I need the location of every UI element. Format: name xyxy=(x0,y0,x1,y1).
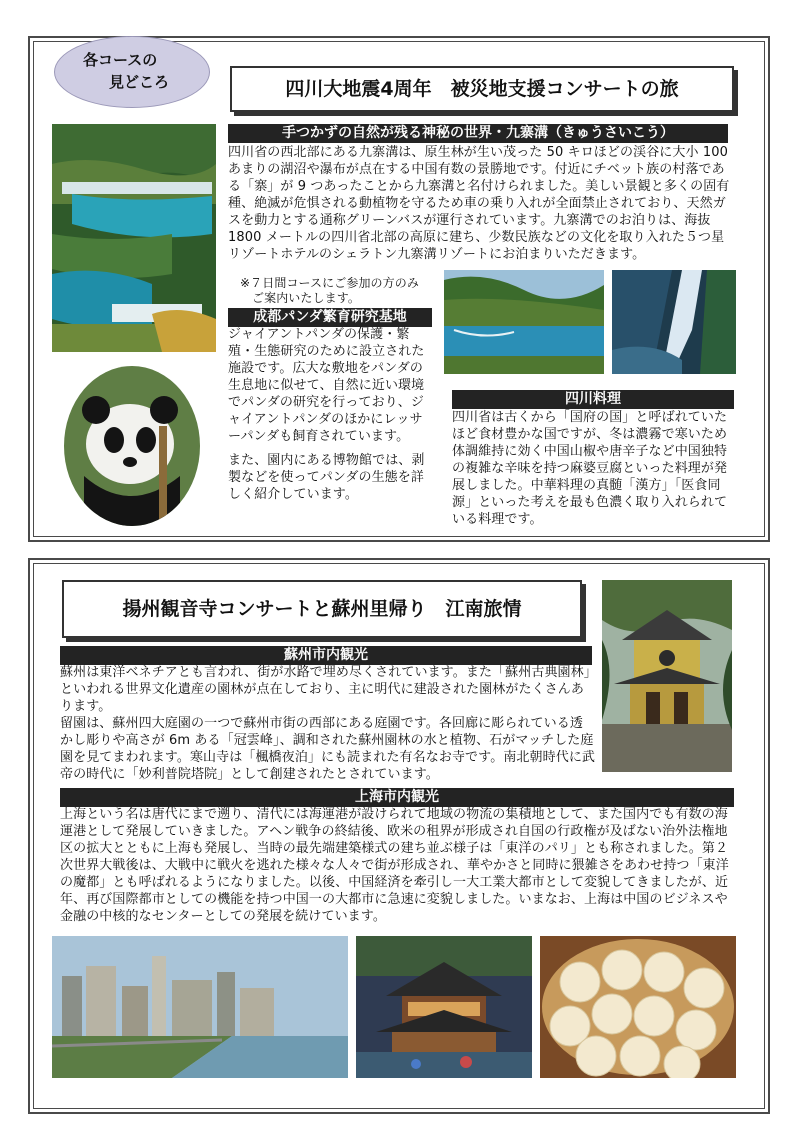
shanghai-text: 上海という名は唐代にまで遡り、清代には海運港が設けられて地域の物流の集積地として、また国内でも有数の海運港として発展していきました。アヘン戦争の終結後、欧米の租界が形成され自国の行政権が及ばない治外法権地区の拡大とともに上海も発展し、当時の最先端建築様式の建ち並ぶ様子は「東洋のパリ」とも称されました。第２次世界大戦後は、大戦中に戦火を逃れた様々な人々で街が形成され、華やかさと同時に猥雑さをあわせ持つ「東洋の魔都」とも呼ばれるようになりました。以後、中国経済を牽引し一大工業大都市として変貌してきましたが、近年、再び国際都市としての機能を持つ中国一の大都市に急速に変貌しました。いまなお、上海は中国のビジネスや金融の中核的なセンターとしての発展を続けています。 xyxy=(60,807,729,924)
lake-photo xyxy=(444,270,604,374)
panda-heading: 成都パンダ繁育研究基地 xyxy=(228,308,432,327)
jiuzhaigou-text: 四川省の西北部にある九寨溝は、原生林が生い茂った 50 キロほどの渓谷に大小 100 あまりの湖沼や瀑布が点在する中国有数の景勝地です。付近にチベット族の村落である「寨」が 9 つあったことから九寨溝と名付けられました。美しい景観と多くの固有種、絶滅が危惧される動植物を守るため車の乗り入れが全面禁止されており、天然ガスを動力とする通称グリーンバスが運行されています。九寨溝でのお泊りは、海抜 1800 メートルの四川省北部の高原に建ち、少数民族などの文化を取り入れた５つ星リゾートホテルのシェラトン九寨溝リゾートにお泊まりいただきます。 xyxy=(228,145,730,262)
badge-line1: 各コースの xyxy=(83,51,158,69)
panda-photo xyxy=(64,366,200,526)
badge-line2: 見どころ xyxy=(109,73,170,91)
pagoda-photo xyxy=(602,580,732,772)
suzhou-text2: 留園は、蘇州四大庭園の一つで蘇州市街の西部にある庭園です。各回廊に彫られている透かし彫りや高さが 6m ある「冠雲峰」、調和された蘇州園林の水と植物、石がマッチした庭園を見てまわれます。寒山寺は「楓橋夜泊」にも読まれた有名なお寺です。南北朝時代に武帝の時代に「妙利普院塔院」として創建されたとされています。 xyxy=(60,716,596,782)
jiuzhaigou-note-line1: ※７日間コースにご参加の方のみ xyxy=(240,276,419,290)
section2-title: 揚州観音寺コンサートと蘇州里帰り 江南旅情 xyxy=(62,580,582,638)
xiaolongbao-photo xyxy=(540,936,736,1078)
panda-text1: ジャイアントパンダの保護・繁殖・生態研究のために設立された施設です。広大な敷地をパンダの生息地に似せて、自然に近い環境でパンダの研究を行っており、ジャイアントパンダのほかにレッサーパンダも飼育されています。 xyxy=(228,327,425,444)
jiuzhaigou-note-line2: ご案内いたします。 xyxy=(252,291,360,305)
cuisine-text: 四川省は古くから「国府の国」と呼ばれていたほど食材豊かな国ですが、冬は濃霧で寒いため体調維持に効く中国山椒や唐辛子など中国独特の複雑な辛味を持つ麻婆豆腐といった料理が発展しました。中華料理の真髄「漢方」「医食同源」といった考えを最も色濃く取り入れられている料理です。 xyxy=(452,410,728,527)
section1-title: 四川大地震4周年 被災地支援コンサートの旅 xyxy=(230,66,734,112)
yuyuan-teahouse-photo xyxy=(356,936,532,1078)
waterfall-photo xyxy=(612,270,736,374)
jiuzhaigou-heading: 手つかずの自然が残る神秘の世界・九寨溝（きゅうさいこう） xyxy=(228,124,728,143)
suzhou-heading: 蘇州市内観光 xyxy=(60,646,592,665)
lake-waterfall-photo xyxy=(52,124,216,352)
bund-skyline-photo xyxy=(52,936,348,1078)
cuisine-heading: 四川料理 xyxy=(452,390,734,409)
panda-text2: また、園内にある博物館では、剥製などを使ってパンダの生態を詳しく紹介しています。 xyxy=(228,453,425,502)
course-highlights-badge xyxy=(54,36,210,108)
shanghai-heading: 上海市内観光 xyxy=(60,788,734,807)
suzhou-text1: 蘇州は東洋ベネチアとも言われ、街が水路で埋め尽くされています。また「蘇州古典園林」といわれる世界文化遺産の園林が点在しており、主に明代に建設された園林がたくさんあります。 xyxy=(60,665,591,714)
